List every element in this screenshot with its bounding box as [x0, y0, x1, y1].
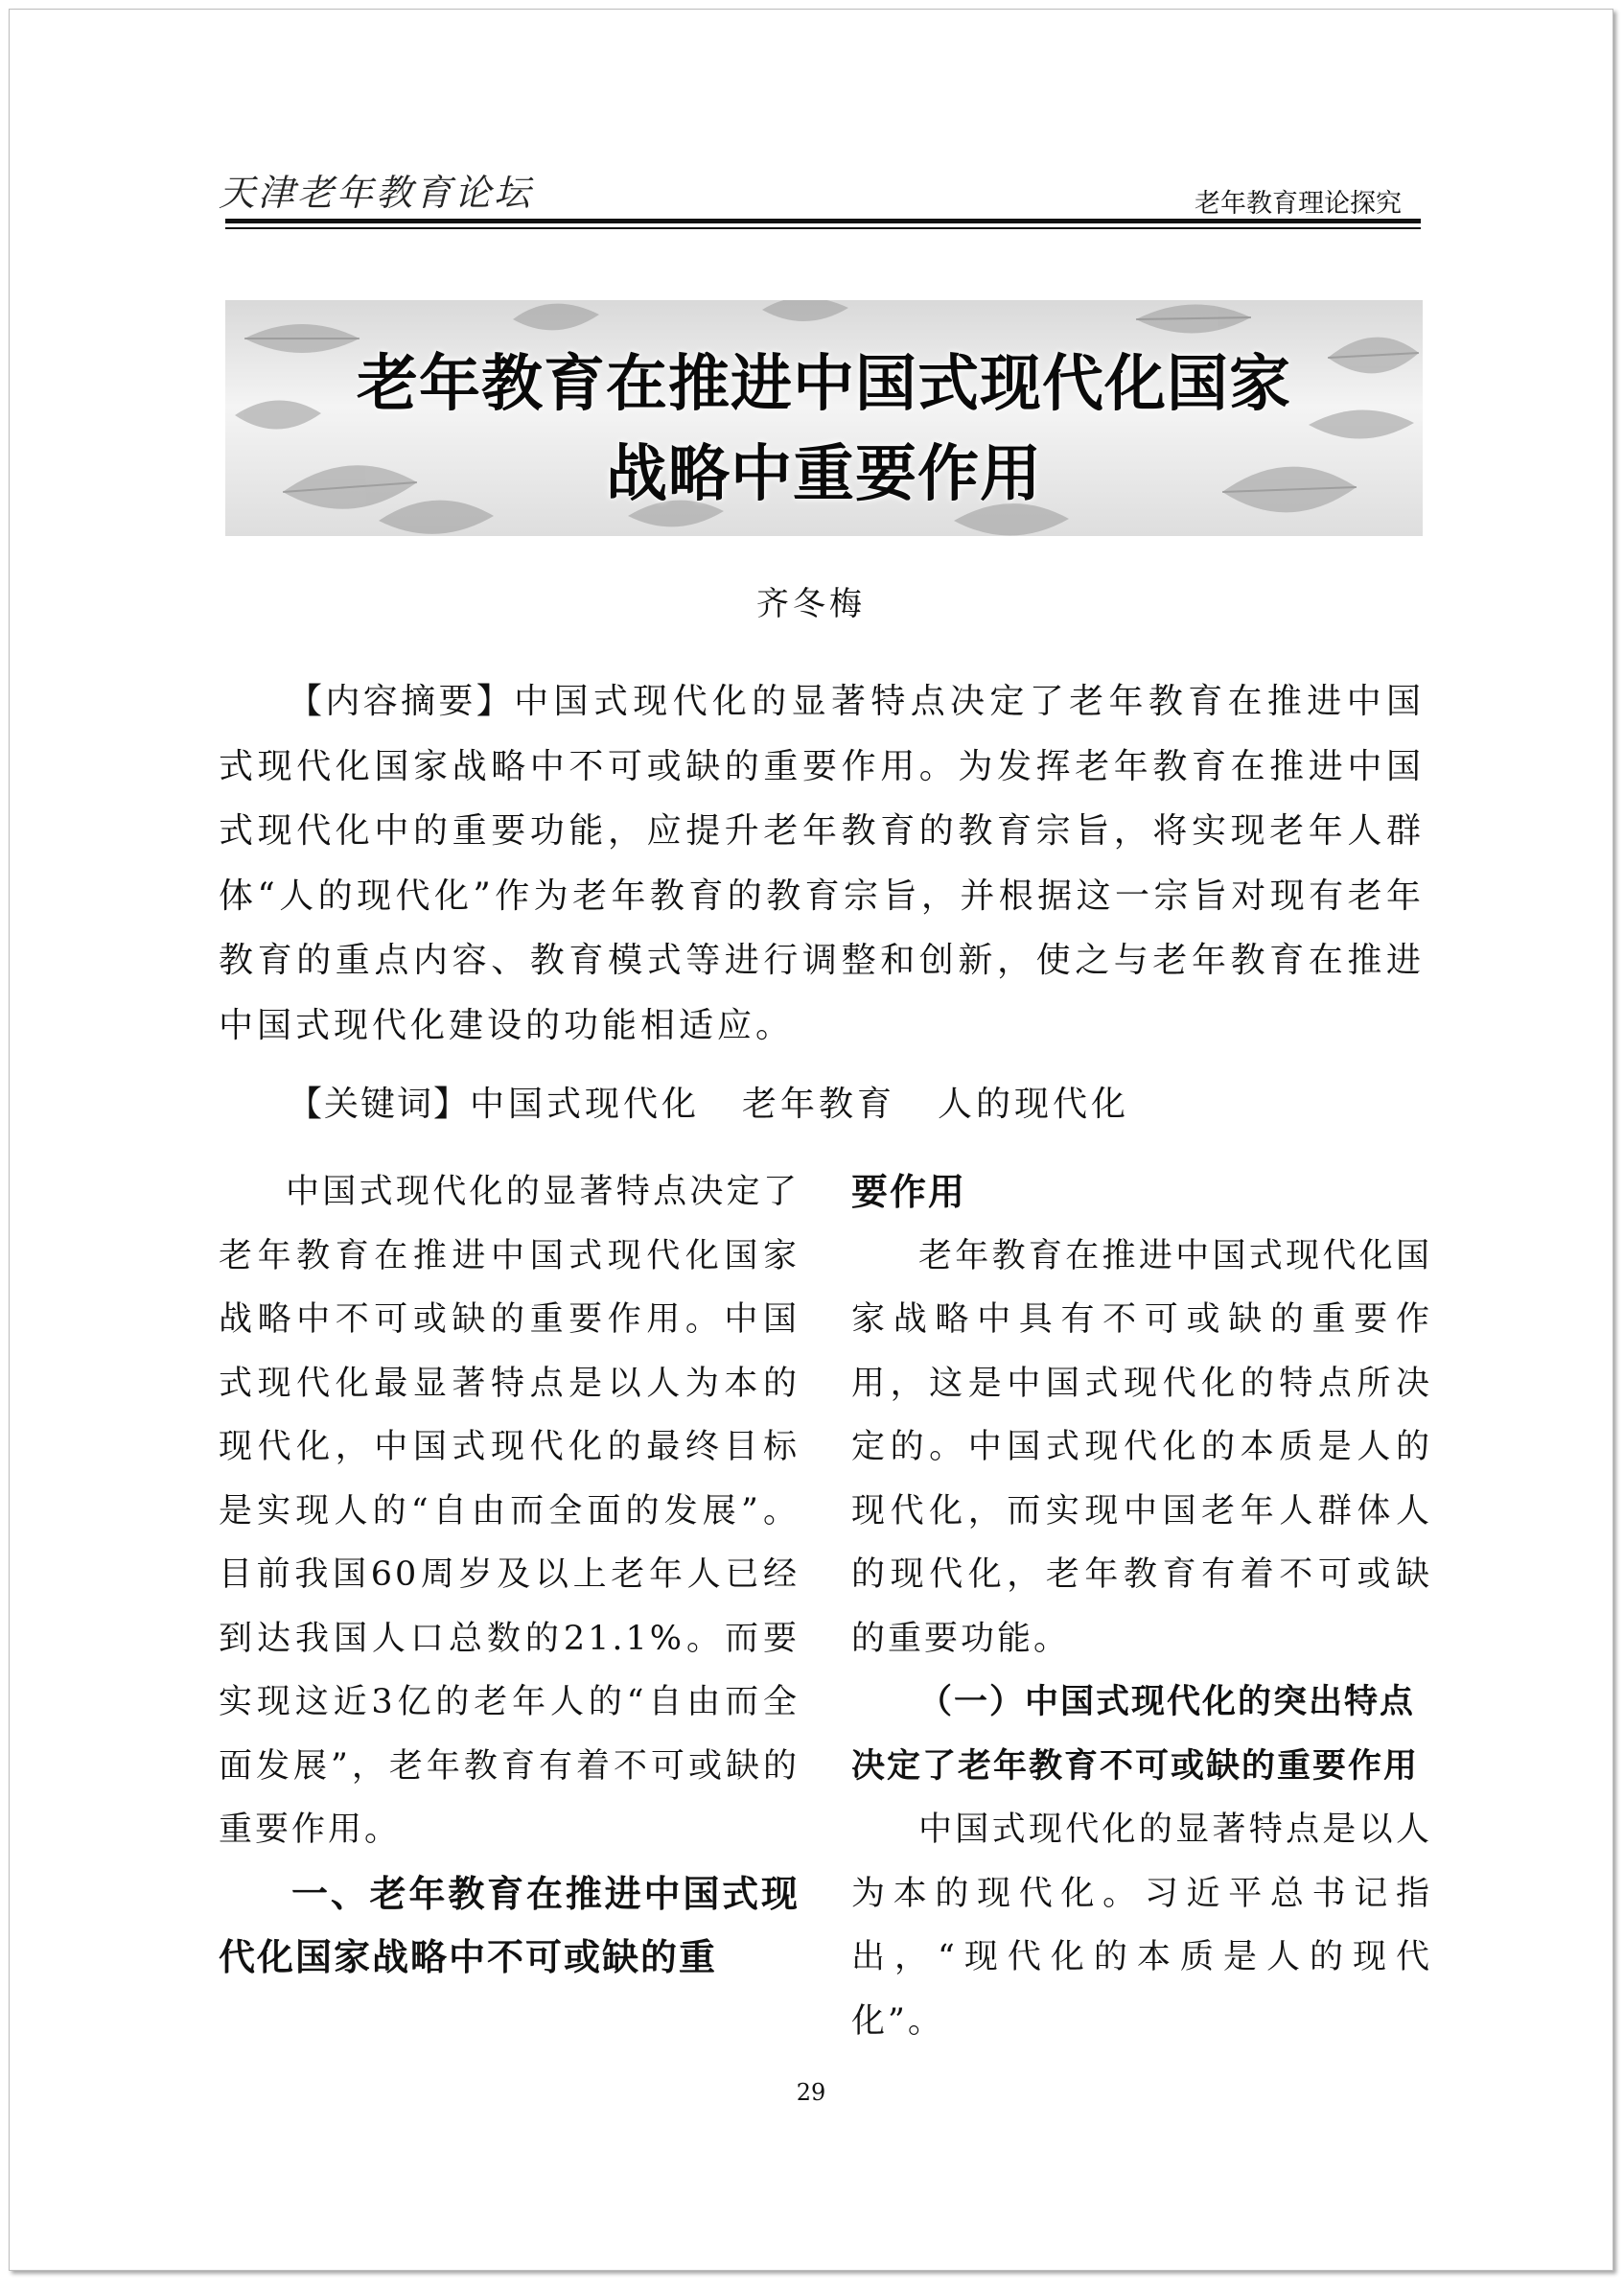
- document-page: [9, 9, 1613, 2271]
- page-number: 29: [796, 2079, 826, 2106]
- keywords-label: 【关键词】: [288, 1085, 471, 1124]
- subsection1-heading-part2: 决定了老年教育不可或缺的重要作用: [851, 1746, 1420, 1786]
- header-rule-thin: [225, 227, 1421, 229]
- keyword: 中国式现代化: [470, 1085, 701, 1124]
- section1-heading-part1: 一、老年教育在推进中国式现代化国家战略中不可或缺的重: [219, 1872, 800, 1978]
- subsection1-paragraph: 中国式现代化的显著特点是以人为本的现代化。习近平总书记指出，“现代化的本质是人的现代化”。: [851, 1811, 1432, 2041]
- author-name: 齐冬梅: [756, 585, 866, 623]
- article-title-line2: 战略中重要作用: [606, 439, 1042, 510]
- title-banner: [225, 300, 1423, 536]
- keyword: 人的现代化: [938, 1085, 1130, 1124]
- subsection1-heading-part1: （一）中国式现代化的突出特点: [918, 1683, 1416, 1721]
- keyword: 老年教育: [742, 1085, 896, 1124]
- section1-heading-part2: 要作用: [851, 1171, 967, 1213]
- section1-paragraph: 老年教育在推进中国式现代化国家战略中具有不可或缺的重要作用，这是中国式现代化的特点所决定的。中国式现代化的本质是人的现代化，而实现中国老年人群体人的现代化，老年教育有着不可或缺的重要功能。: [851, 1236, 1432, 1658]
- abstract-label: 【内容摘要】: [288, 682, 515, 721]
- abstract: [219, 669, 1425, 1058]
- journal-name: 天津老年教育论坛: [219, 172, 534, 214]
- section-name: 老年教育理论探究: [1195, 189, 1402, 219]
- intro-paragraph: 中国式现代化的显著特点决定了老年教育在推进中国式现代化国家战略中不可或缺的重要作用。中国式现代化最显著特点是以人为本的现代化，中国式现代化的最终目标是实现人的“自由而全面的发展”。目前我国60周岁及以上老年人已经到达我国人口总数的21.1%。而要实现这近3亿的老年人的“自由而全面发展”，老年教育有着不可或缺的重要作用。: [219, 1173, 800, 1849]
- article-title-line1: 老年教育在推进中国式现代化国家: [357, 349, 1291, 420]
- abstract-text: 中国式现代化的显著特点决定了老年教育在推进中国式现代化国家战略中不可或缺的重要作用。为发挥老年教育在推进中国式现代化中的重要功能，应提升老年教育的教育宗旨，将实现老年人群体“人的现代化”作为老年教育的教育宗旨，并根据这一宗旨对现有老年教育的重点内容、教育模式等进行调整和创新，使之与老年教育在推进中国式现代化建设的功能相适应。: [219, 682, 1425, 1045]
- body-column-left: [219, 1160, 800, 1990]
- header-rule-thick: [225, 219, 1421, 223]
- body-column-right: [851, 1160, 1432, 2053]
- keywords: [219, 1078, 1425, 1132]
